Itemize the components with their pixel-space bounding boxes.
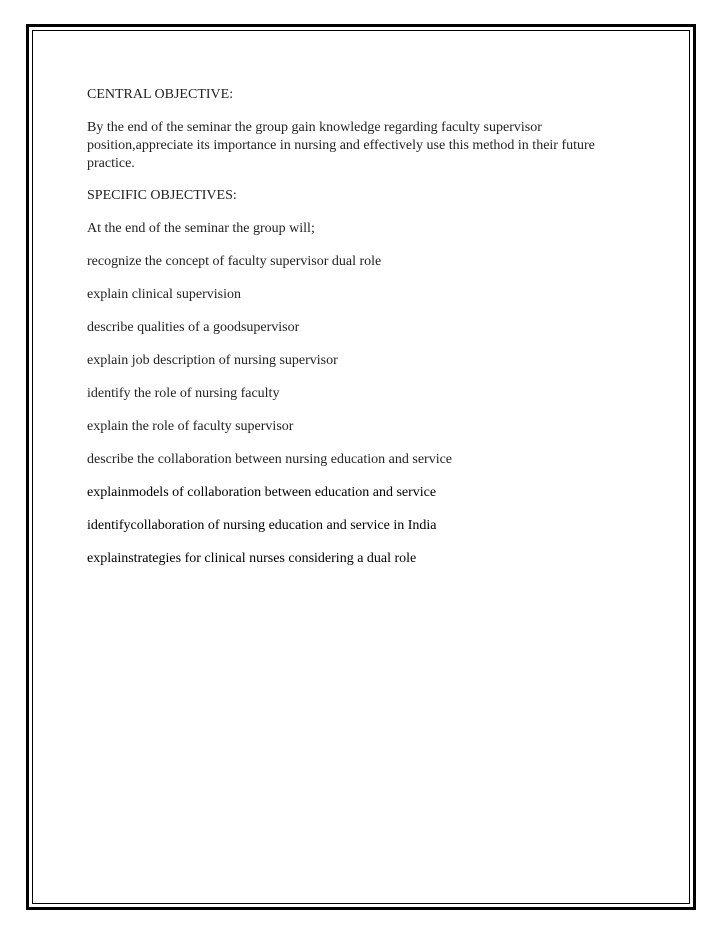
paragraph-line: practice. <box>87 156 135 171</box>
objectives-intro: At the end of the seminar the group will; <box>87 221 315 236</box>
objective-item: identifycollaboration of nursing education and service in India <box>87 518 437 533</box>
objective-item: explain the role of faculty supervisor <box>87 419 294 434</box>
objective-item: explain job description of nursing supervisor <box>87 353 338 368</box>
objective-item: explainstrategies for clinical nurses considering a dual role <box>87 551 417 566</box>
paragraph-line: position,appreciate its importance in nursing and effectively use this method in their future <box>87 138 595 153</box>
specific-objectives-heading: SPECIFIC OBJECTIVES: <box>87 188 237 203</box>
objective-item: identify the role of nursing faculty <box>87 386 280 401</box>
objective-item: describe the collaboration between nursing education and service <box>87 452 453 467</box>
central-objective-paragraph <box>87 119 595 173</box>
objective-item: explainmodels of collaboration between education and service <box>87 485 437 500</box>
paragraph-line: By the end of the seminar the group gain knowledge regarding faculty supervisor <box>87 120 542 135</box>
objective-item: recognize the concept of faculty supervisor dual role <box>87 254 382 269</box>
objective-item: describe qualities of a goodsupervisor <box>87 320 300 335</box>
central-objective-heading: CENTRAL OBJECTIVE: <box>87 87 234 102</box>
objective-item: explain clinical supervision <box>87 287 241 302</box>
